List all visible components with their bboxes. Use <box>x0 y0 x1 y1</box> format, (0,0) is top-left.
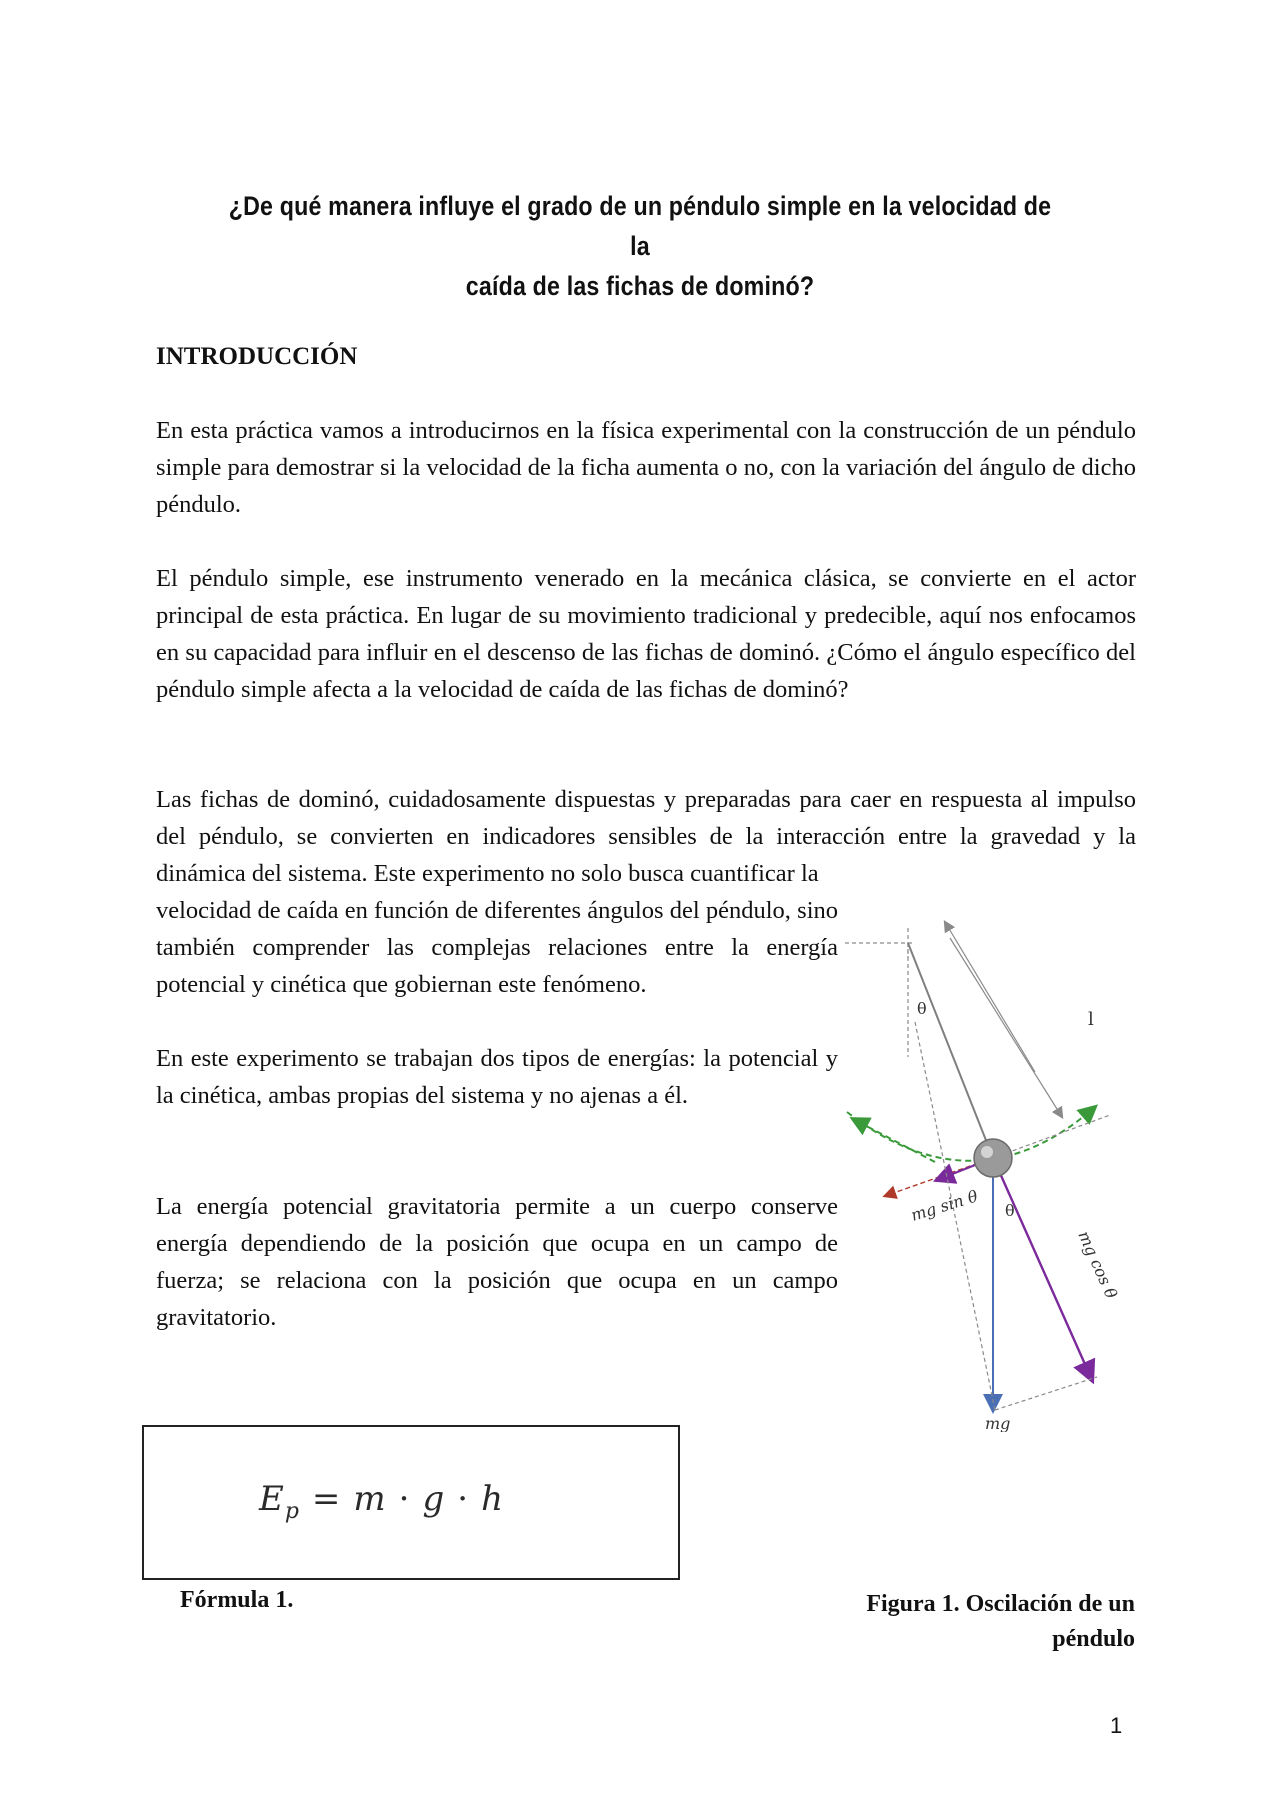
pivot-marks <box>845 928 915 1057</box>
formula-dot-2: · <box>457 1479 470 1519</box>
formula-height: h <box>481 1479 504 1519</box>
formula-ep: E <box>259 1479 285 1519</box>
title-line-2: caída de las fichas de dominó? <box>465 271 815 301</box>
mg-label: mg <box>985 1414 1011 1432</box>
formula-subscript: p <box>284 1498 300 1524</box>
title-line-1: ¿De qué manera influye el grado de un péndulo simple en la velocidad de la <box>228 191 1052 261</box>
paragraph-1: En esta práctica vamos a introducirnos en la física experimental con la construcción de un péndulo simple para demostrar si la velocidad de la ficha aumenta o no, con la variación del ángulo de dicho péndulo. <box>156 417 1136 518</box>
formula-mass: m <box>353 1479 387 1519</box>
formula-caption: Fórmula 1. <box>180 1587 294 1613</box>
section-heading: INTRODUCCIÓN <box>156 343 358 370</box>
length-label: l <box>1088 1009 1094 1030</box>
pendulum-bob <box>974 1139 1012 1177</box>
figure-caption-line-1: Figura 1. Oscilación de un <box>866 1591 1135 1617</box>
paragraph-2: El péndulo simple, ese instrumento venerado en la mecánica clásica, se convierte en el actor principal de esta práctica. En lugar de su movimiento tradicional y predecible, aquí nos enfocamos en su capacidad para influir en el descenso de las fichas de dominó. ¿Cómo el ángulo específico del péndulo simple afecta a la velocidad de caída de las fichas de dominó? <box>156 565 1136 703</box>
potential-energy-formula <box>259 1479 504 1524</box>
mg-cos-label: mg cos θ <box>1074 1227 1122 1302</box>
paragraph-4: En este experimento se trabajan dos tipos de energías: la potencial y la cinética, ambas propias del sistema y no ajenas a él. <box>156 1045 838 1109</box>
figure-caption <box>820 1587 1135 1657</box>
pendulum-figure <box>845 912 1205 1437</box>
theta-top-label: θ <box>917 999 927 1018</box>
paragraph-5: La energía potencial gravitatoria permite a un cuerpo conserve energía dependiendo de la posición que ocupa en un campo de fuerza; se relaciona con la posición que ocupa en un campo gravitatorio. <box>156 1193 838 1331</box>
formula-gravity: g <box>422 1479 446 1519</box>
mg-cos-arrow <box>995 1162 1092 1380</box>
swing-arc <box>847 1107 1095 1161</box>
formula-equals: = <box>311 1479 342 1519</box>
paragraph-3: Las fichas de dominó, cuidadosamente dispuestas y preparadas para caer en respuesta al impulso del péndulo, se convierten en indicadores sensibles de la interacción entre la gravedad y la dinámica del sistema. Este experimento no solo busca cuantificar la <box>156 786 1136 887</box>
formula-dot-1: · <box>398 1479 411 1519</box>
paragraph-3-continued: velocidad de caída en función de diferentes ángulos del péndulo, sino también comprender las complejas relaciones entre la energía potencial y cinética que gobiernan este fenómeno. <box>156 897 838 998</box>
document-title <box>219 186 1062 306</box>
pendulum-diagram <box>845 912 1205 1432</box>
formula-box <box>142 1425 680 1580</box>
theta-bottom-label: θ <box>1005 1201 1015 1220</box>
mg-sin-label: mg sin θ <box>908 1186 981 1225</box>
page-number: 1 <box>1110 1713 1123 1738</box>
figure-caption-line-2: péndulo <box>1052 1626 1135 1652</box>
